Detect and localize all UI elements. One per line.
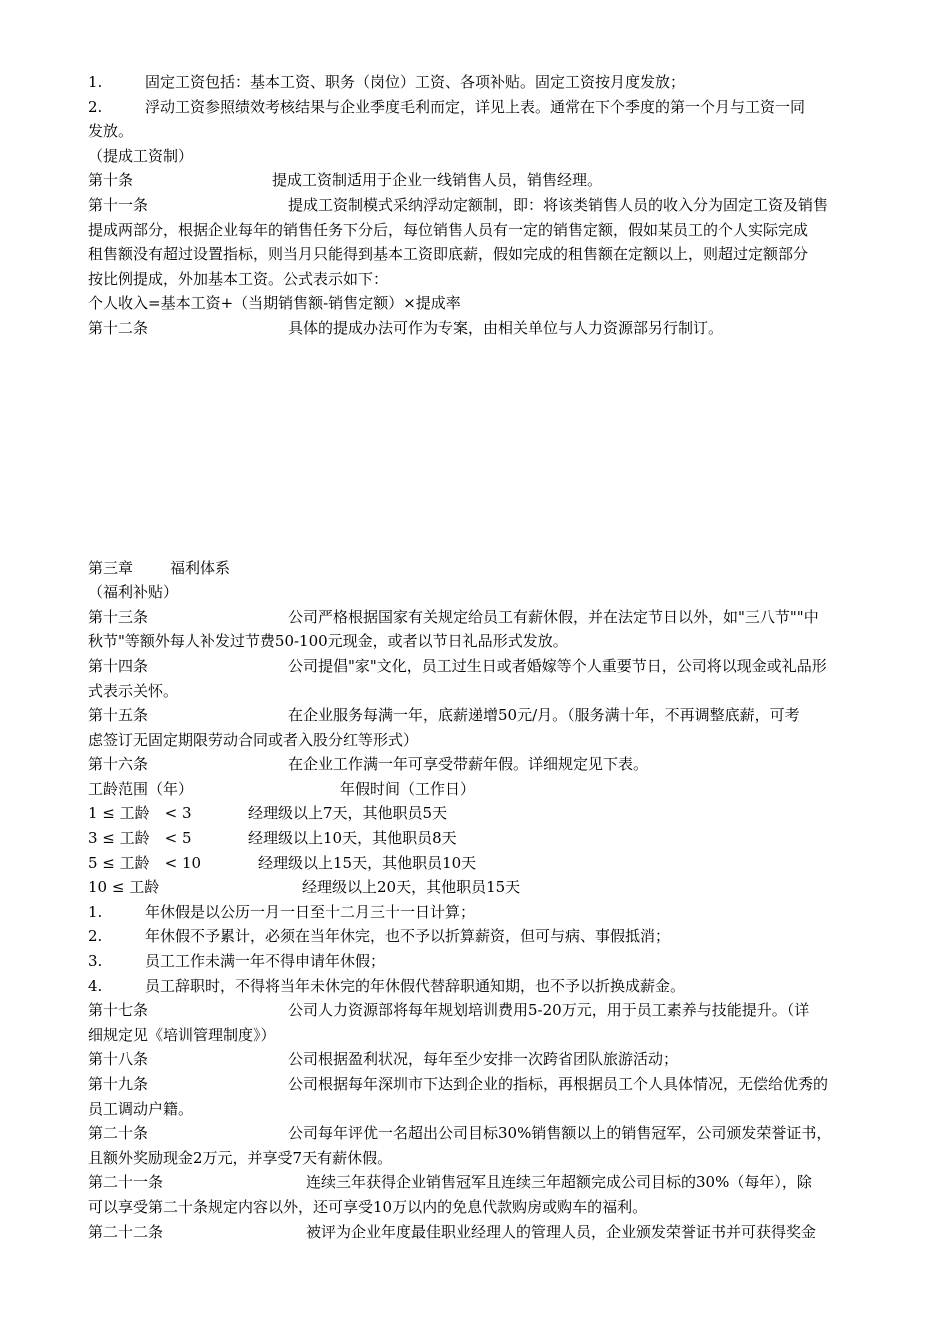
- article-16: [88, 752, 893, 777]
- article-label: 第二十条: [88, 1124, 149, 1143]
- article-10: [88, 168, 893, 193]
- list-item: [88, 95, 893, 120]
- article-11: [88, 193, 893, 218]
- article-22: [88, 1220, 893, 1245]
- list-text: 固定工资包括：基本工资、职务（岗位）工资、各项补贴。固定工资按月度发放；: [145, 73, 686, 91]
- table-cell: 经理级以上7天，其他职员5天: [248, 804, 448, 823]
- article-label: 第十一条: [88, 195, 149, 214]
- table-cell: 经理级以上20天，其他职员15天: [302, 878, 521, 897]
- article-text: 连续三年获得企业销售冠军且连续三年超额完成公司目标的30%（每年），除: [306, 1173, 812, 1192]
- list-number: 4.: [88, 976, 103, 995]
- list-item: [88, 70, 893, 95]
- article-19: [88, 1072, 893, 1097]
- table-header-row: [88, 777, 893, 802]
- article-continuation: 虑签订无固定期限劳动合同或者入股分红等形式）: [88, 730, 419, 749]
- article-label: 第十八条: [88, 1050, 149, 1069]
- article-20: [88, 1121, 893, 1146]
- article-text: 公司人力资源部将每年规划培训费用5-20万元，用于员工素养与技能提升。（详: [288, 1001, 810, 1020]
- table-row: [88, 851, 893, 876]
- table-row: [88, 826, 893, 851]
- article-13: [88, 605, 893, 630]
- article-continuation: 细规定见《培训管理制度》）: [88, 1025, 276, 1044]
- list-number: 3.: [88, 952, 103, 971]
- article-12: [88, 316, 893, 341]
- chapter-title: 福利体系: [170, 558, 231, 577]
- article-continuation: 员工调动户籍。: [88, 1099, 194, 1118]
- article-continuation: 按比例提成，外加基本工资。公式表示如下：: [88, 269, 389, 288]
- article-label: 第十六条: [88, 755, 149, 774]
- list-number: 1.: [88, 73, 103, 91]
- article-continuation: 提成两部分，根据企业每年的销售任务下分后，每位销售人员有一定的销售定额，假如某员工的个人实际完成: [88, 220, 809, 239]
- table-header-cell: 工龄范围（年）: [88, 779, 194, 798]
- article-text: 被评为企业年度最佳职业经理人的管理人员，企业颁发荣誉证书并可获得奖金: [306, 1222, 817, 1241]
- article-text: 在企业工作满一年可享受带薪年假。详细规定见下表。: [288, 755, 649, 774]
- article-text: 公司每年评优一名超出公司目标30%销售额以上的销售冠军，公司颁发荣誉证书，: [288, 1124, 832, 1143]
- list-number: 2.: [88, 927, 103, 946]
- article-text: 公司根据每年深圳市下达到企业的指标，再根据员工个人具体情况，无偿给优秀的: [288, 1075, 829, 1093]
- article-text: 公司严格根据国家有关规定给员工有薪休假，并在法定节日以外，如"三八节""中: [288, 607, 819, 626]
- article-label: 第十五条: [88, 706, 149, 725]
- table-row: [88, 801, 893, 826]
- article-continuation: 租售额没有超过设置指标，则当月只能得到基本工资即底薪，假如完成的租售额在定额以上，则超过定额部分: [88, 245, 809, 264]
- article-label: 第十二条: [88, 318, 149, 337]
- list-text: 浮动工资参照绩效考核结果与企业季度毛利而定，详见上表。通常在下个季度的第一个月与工资一同: [145, 97, 806, 116]
- article-text: 在企业服务每满一年，底薪递增50元/月。（服务满十年，不再调整底薪，可考: [288, 706, 800, 725]
- list-item: [88, 900, 893, 925]
- article-15: [88, 703, 893, 728]
- article-label: 第十九条: [88, 1075, 149, 1093]
- table-cell: 经理级以上10天，其他职员8天: [248, 829, 457, 848]
- list-item: [88, 974, 893, 999]
- table-row: [88, 875, 893, 900]
- chapter-label: 第三章: [88, 558, 134, 577]
- list-text: 年休假是以公历一月一日至十二月三十一日计算；: [145, 902, 476, 921]
- table-cell: 1 ≤ 工龄 < 3: [88, 804, 192, 823]
- article-text: 具体的提成办法可作为专案，由相关单位与人力资源部另行制订。: [288, 318, 724, 337]
- list-item: [88, 949, 893, 974]
- article-18: [88, 1047, 893, 1072]
- list-number: 2.: [88, 97, 103, 116]
- list-text: 年休假不予累计，必须在当年休完，也不予以折算薪资，但可与病、事假抵消；: [145, 927, 671, 946]
- document-page: [88, 70, 893, 1244]
- article-label: 第二十二条: [88, 1222, 164, 1241]
- table-cell: 3 ≤ 工龄 < 5: [88, 829, 192, 848]
- article-label: 第二十一条: [88, 1173, 164, 1192]
- article-label: 第十四条: [88, 656, 149, 675]
- article-label: 第十七条: [88, 1001, 149, 1020]
- article-text: 提成工资制适用于企业一线销售人员，销售经理。: [272, 171, 603, 190]
- formula: 个人收入=基本工资+（当期销售额-销售定额）×提成率: [88, 294, 461, 313]
- section-heading: （提成工资制）: [88, 146, 194, 165]
- table-cell: 5 ≤ 工龄 < 10: [88, 853, 202, 872]
- list-text: 员工工作未满一年不得申请年休假；: [145, 952, 386, 971]
- list-item-continuation: 发放。: [88, 122, 134, 141]
- article-text: 公司提倡"家"文化，员工过生日或者婚嫁等个人重要节日，公司将以现金或礼品形: [288, 656, 827, 675]
- article-17: [88, 998, 893, 1023]
- list-text: 员工辞职时，不得将当年未休完的年休假代替辞职通知期，也不予以折换成薪金。: [145, 976, 686, 995]
- article-continuation: 且额外奖励现金2万元，并享受7天有薪休假。: [88, 1148, 393, 1167]
- blank-space: [88, 341, 893, 556]
- table-header-cell: 年假时间（工作日）: [340, 779, 476, 798]
- article-14: [88, 654, 893, 679]
- article-label: 第十条: [88, 171, 134, 190]
- article-label: 第十三条: [88, 607, 149, 626]
- article-continuation: 可以享受第二十条规定内容以外，还可享受10万以内的免息代款购房或购车的福利。: [88, 1197, 648, 1216]
- chapter-heading: [88, 556, 893, 581]
- article-text: 公司根据盈利状况，每年至少安排一次跨省团队旅游活动；: [288, 1050, 679, 1069]
- list-item: [88, 924, 893, 949]
- article-continuation: 秋节"等额外每人补发过节费50-100元现金，或者以节日礼品形式发放。: [88, 632, 568, 651]
- article-continuation: 式表示关怀。: [88, 681, 179, 700]
- table-cell: 经理级以上15天，其他职员10天: [258, 853, 477, 872]
- table-cell: 10 ≤ 工龄: [88, 878, 160, 897]
- article-text: 提成工资制模式采纳浮动定额制，即：将该类销售人员的收入分为固定工资及销售: [288, 195, 829, 214]
- list-number: 1.: [88, 902, 103, 921]
- section-heading: （福利补贴）: [88, 583, 179, 602]
- article-21: [88, 1170, 893, 1195]
